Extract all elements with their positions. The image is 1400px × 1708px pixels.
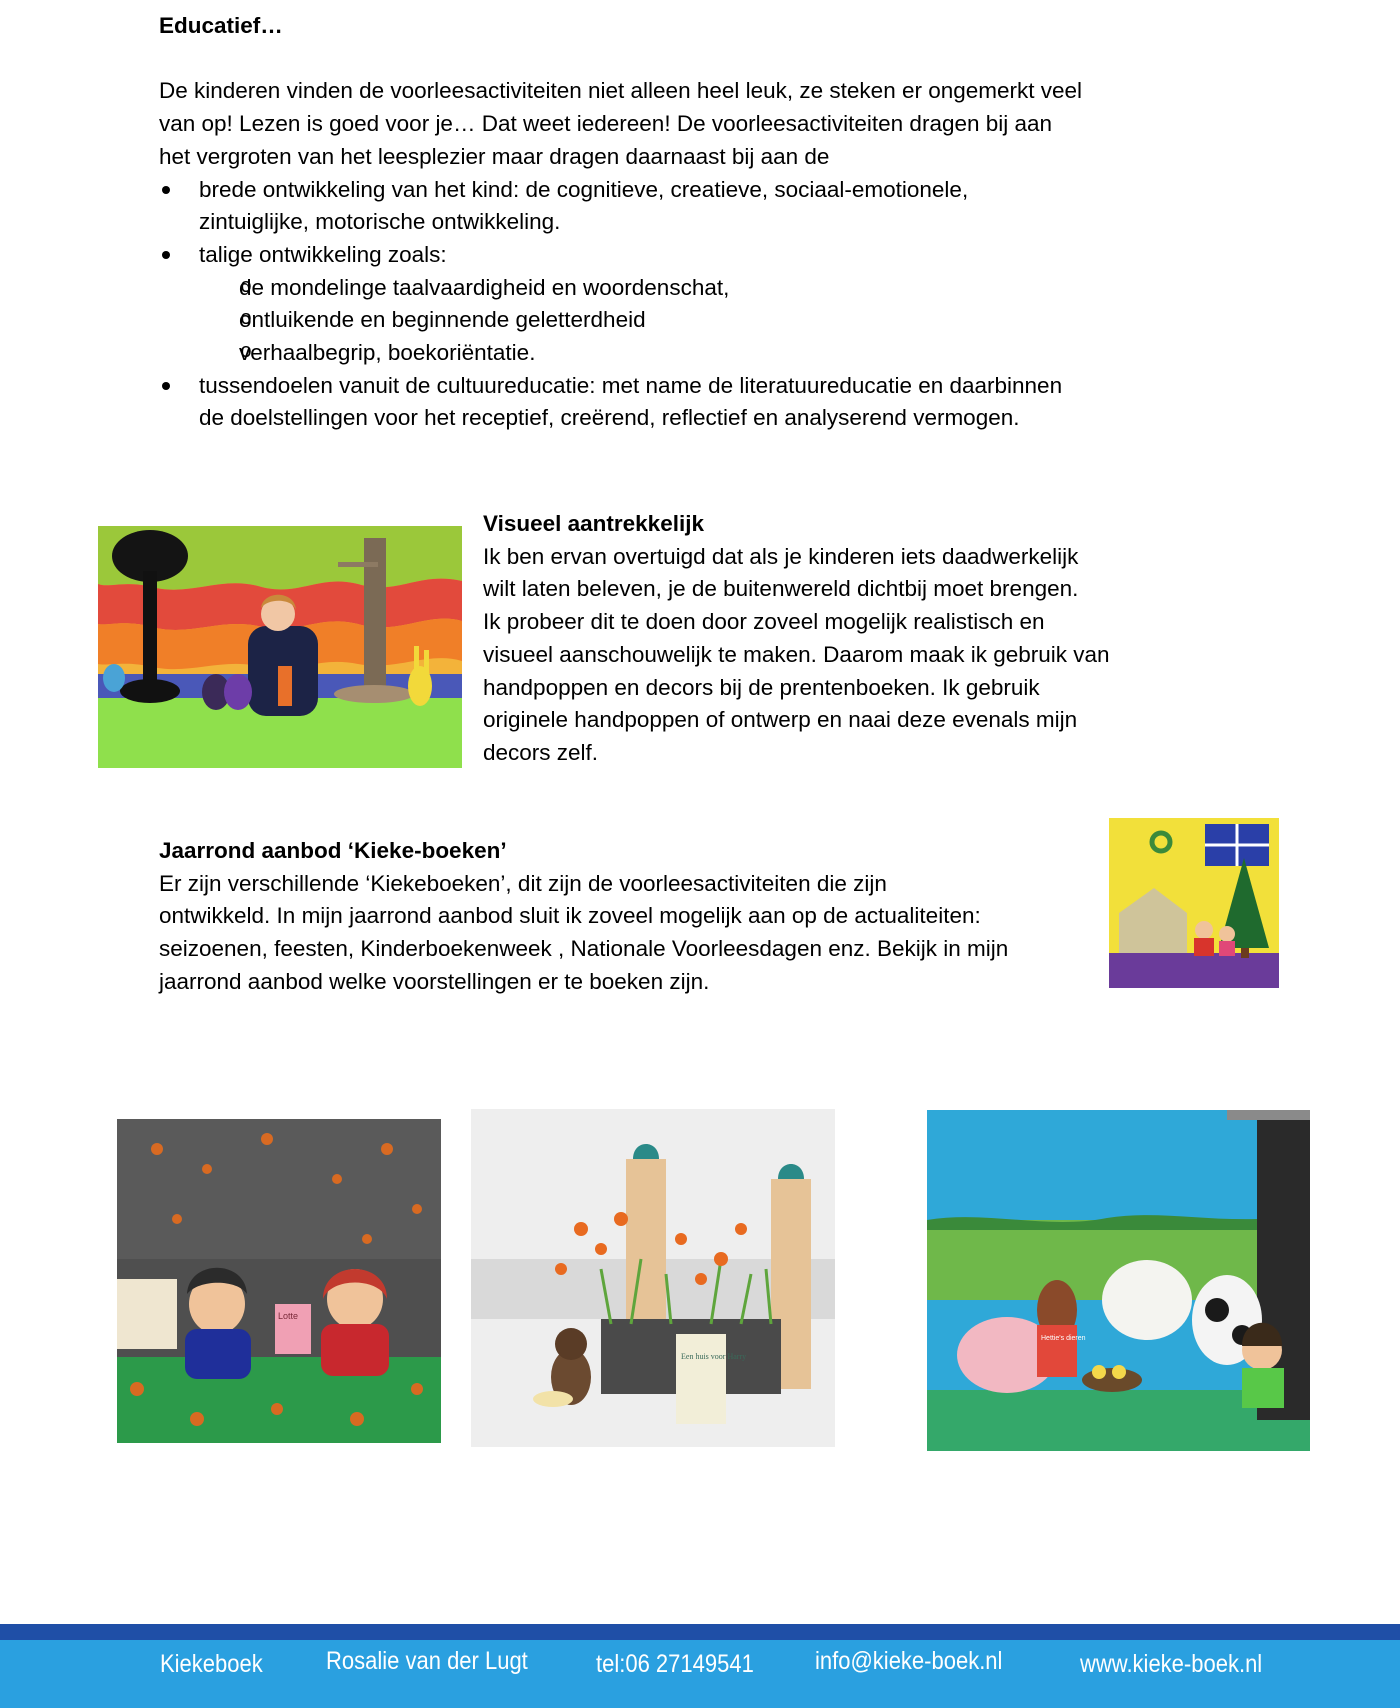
photo-autumn-scene — [117, 1119, 441, 1443]
sub-bullet-item — [159, 337, 1209, 370]
sub-bullet-text: verhaalbegrip, boekoriëntatie. — [239, 340, 536, 366]
section-visueel — [483, 508, 1203, 770]
sub-bullet-item — [159, 304, 1209, 337]
visueel-line: decors zelf. — [483, 739, 599, 765]
footer-stripe — [0, 1624, 1400, 1640]
bullet-line: brede ontwikkeling van het kind: de cognitieve, creatieve, sociaal-emotionele, — [199, 176, 969, 202]
footer-email[interactable]: info@kieke-boek.nl — [815, 1647, 1003, 1675]
jaarrond-line: ontwikkeld. In mijn jaarrond aanbod sluit ik zoveel mogelijk aan op de actualiteiten: — [159, 903, 981, 929]
footer-tel[interactable]: tel:06 27149541 — [596, 1650, 754, 1678]
intro-line: het vergroten van het leesplezier maar dragen daarnaast bij aan de — [159, 143, 830, 169]
bullet-line: de doelstellingen voor het receptief, creërend, reflectief en analyserend vermogen. — [199, 405, 1020, 431]
heading-visueel: Visueel aantrekkelijk — [483, 511, 704, 536]
bullet-item — [159, 370, 1209, 435]
heading-educatief: Educatief… — [159, 13, 283, 38]
jaarrond-line: jaarrond aanbod welke voorstellingen er te boeken zijn. — [159, 968, 710, 994]
footer-website[interactable]: www.kieke-boek.nl — [1080, 1650, 1263, 1678]
bullet-line: tussendoelen vanuit de cultuureducatie: met name de literatuureducatie en daarbinnen — [199, 372, 1063, 398]
spacer — [159, 43, 1209, 76]
autumn-book-title: Lotte — [278, 1311, 299, 1321]
bullet-item — [159, 239, 1209, 272]
visueel-line: handpoppen en decors bij de prentenboeken. Ik gebruik — [483, 674, 1040, 700]
farm-book-title: Hettie's dieren — [1041, 1335, 1086, 1342]
bullet-list — [159, 174, 1209, 272]
photo-farm-animals — [927, 1110, 1310, 1451]
visueel-line: wilt laten beleven, je de buitenwereld dichtbij moet brengen. — [483, 576, 1079, 602]
bullet-item — [159, 174, 1209, 239]
sub-bullet-item — [159, 272, 1209, 305]
jaarrond-line: seizoenen, feesten, Kinderboekenweek , Nationale Voorleesdagen enz. Bekijk in mijn — [159, 936, 1009, 962]
cat-book-title: Een huis voor Harry — [681, 1352, 747, 1361]
sub-bullet-text: ontluikende en beginnende geletterdheid — [239, 307, 646, 333]
photo-storyteller-stage — [98, 526, 462, 768]
footer-person: Rosalie van der Lugt — [326, 1647, 528, 1675]
photo-butterfly-scene — [471, 1109, 835, 1447]
sub-bullet-text: de mondelinge taalvaardigheid en woordenschat, — [239, 274, 730, 300]
visueel-line: visueel aanschouwelijk te maken. Daarom maak ik gebruik van — [483, 641, 1110, 667]
bullet-list — [159, 370, 1209, 435]
intro-line: van op! Lezen is goed voor je… Dat weet iedereen! De voorleesactiviteiten dragen bij aan — [159, 111, 1053, 137]
bullet-line: zintuiglijke, motorische ontwikkeling. — [199, 209, 561, 235]
visueel-line: Ik ben ervan overtuigd dat als je kinderen iets daadwerkelijk — [483, 543, 1079, 569]
heading-jaarrond: Jaarrond aanbod ‘Kieke-boeken’ — [159, 838, 507, 863]
footer-name: Kiekeboek — [160, 1650, 263, 1678]
bullet-line: talige ontwikkeling zoals: — [199, 241, 447, 267]
photo-christmas-scene — [1109, 818, 1279, 988]
visueel-line: originele handpoppen of ontwerp en naai deze evenals mijn — [483, 707, 1078, 733]
intro-line: De kinderen vinden de voorleesactiviteiten niet alleen heel leuk, ze steken er ongemerkt veel — [159, 78, 1083, 104]
section-jaarrond — [159, 835, 1109, 999]
section-educatief — [159, 10, 1209, 435]
visueel-line: Ik probeer dit te doen door zoveel mogelijk realistisch en — [483, 609, 1045, 635]
sub-bullet-list — [159, 272, 1209, 370]
jaarrond-line: Er zijn verschillende ‘Kiekeboeken’, dit zijn de voorleesactiviteiten die zijn — [159, 870, 887, 896]
